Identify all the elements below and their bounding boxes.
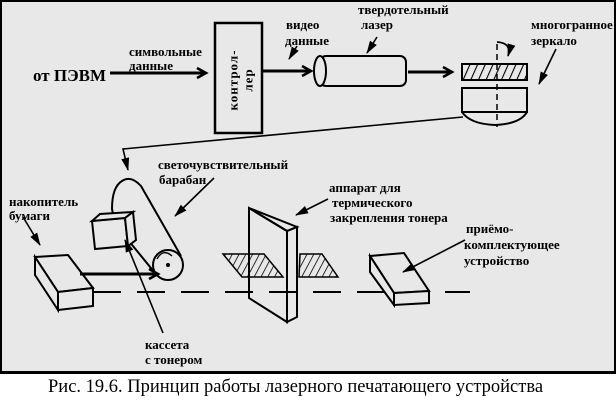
fuser-label-pointer bbox=[296, 199, 328, 215]
mirror-label-pointer bbox=[539, 49, 556, 84]
label-symbol-data-1: символьные bbox=[129, 44, 202, 59]
paper-tray bbox=[35, 255, 93, 310]
label-toner-2: с тонером bbox=[145, 352, 203, 367]
figure-caption: Рис. 19.6. Принцип работы лазерного печатающего устройства bbox=[48, 377, 544, 397]
label-symbol-data-2: данные bbox=[129, 58, 173, 73]
mirror-rotation-arrow bbox=[497, 42, 509, 56]
scan-mirror-top bbox=[462, 64, 527, 80]
output-tray bbox=[370, 253, 429, 305]
label-output-3: устройство bbox=[464, 253, 530, 268]
label-video-data-1: видео bbox=[286, 17, 320, 32]
label-from-pc: от ПЭВМ bbox=[33, 66, 107, 85]
label-mirror-1: многогранное bbox=[531, 17, 613, 32]
polygon-mirror bbox=[462, 42, 527, 127]
label-drum-2: барабан bbox=[159, 172, 207, 187]
label-fuser-3: закрепления тонера bbox=[330, 210, 448, 225]
toner-cassette-box bbox=[92, 212, 136, 249]
label-paper-2: бумаги bbox=[9, 208, 50, 223]
label-controller bbox=[226, 25, 256, 136]
label-mirror-2: зеркало bbox=[531, 33, 577, 48]
laser-cylinder bbox=[314, 56, 406, 86]
label-output-2: комплектующее bbox=[464, 237, 560, 252]
label-output-1: приёмо- bbox=[466, 221, 514, 236]
label-video-data-2: данные bbox=[285, 33, 329, 48]
label-fuser-1: аппарат для bbox=[329, 180, 401, 195]
label-drum-1: светочувствительный bbox=[158, 157, 289, 172]
label-controller-1: контрол- bbox=[225, 49, 241, 111]
laser-label-pointer bbox=[367, 37, 377, 53]
fuser-paper-plane-right bbox=[299, 254, 338, 277]
scan-mirror-body bbox=[462, 88, 527, 112]
output-tray-label-pointer bbox=[403, 240, 465, 272]
label-laser-1: твердотельный bbox=[358, 2, 449, 17]
label-controller-2: лер bbox=[240, 68, 256, 92]
label-fuser-2: термического bbox=[332, 195, 413, 210]
label-paper-1: накопитель bbox=[9, 194, 79, 209]
label-toner-1: кассета bbox=[145, 337, 190, 352]
diagram-artwork bbox=[2, 2, 614, 371]
fuser-paper-plane-left bbox=[223, 254, 283, 277]
label-laser-2: лазер bbox=[361, 17, 394, 32]
